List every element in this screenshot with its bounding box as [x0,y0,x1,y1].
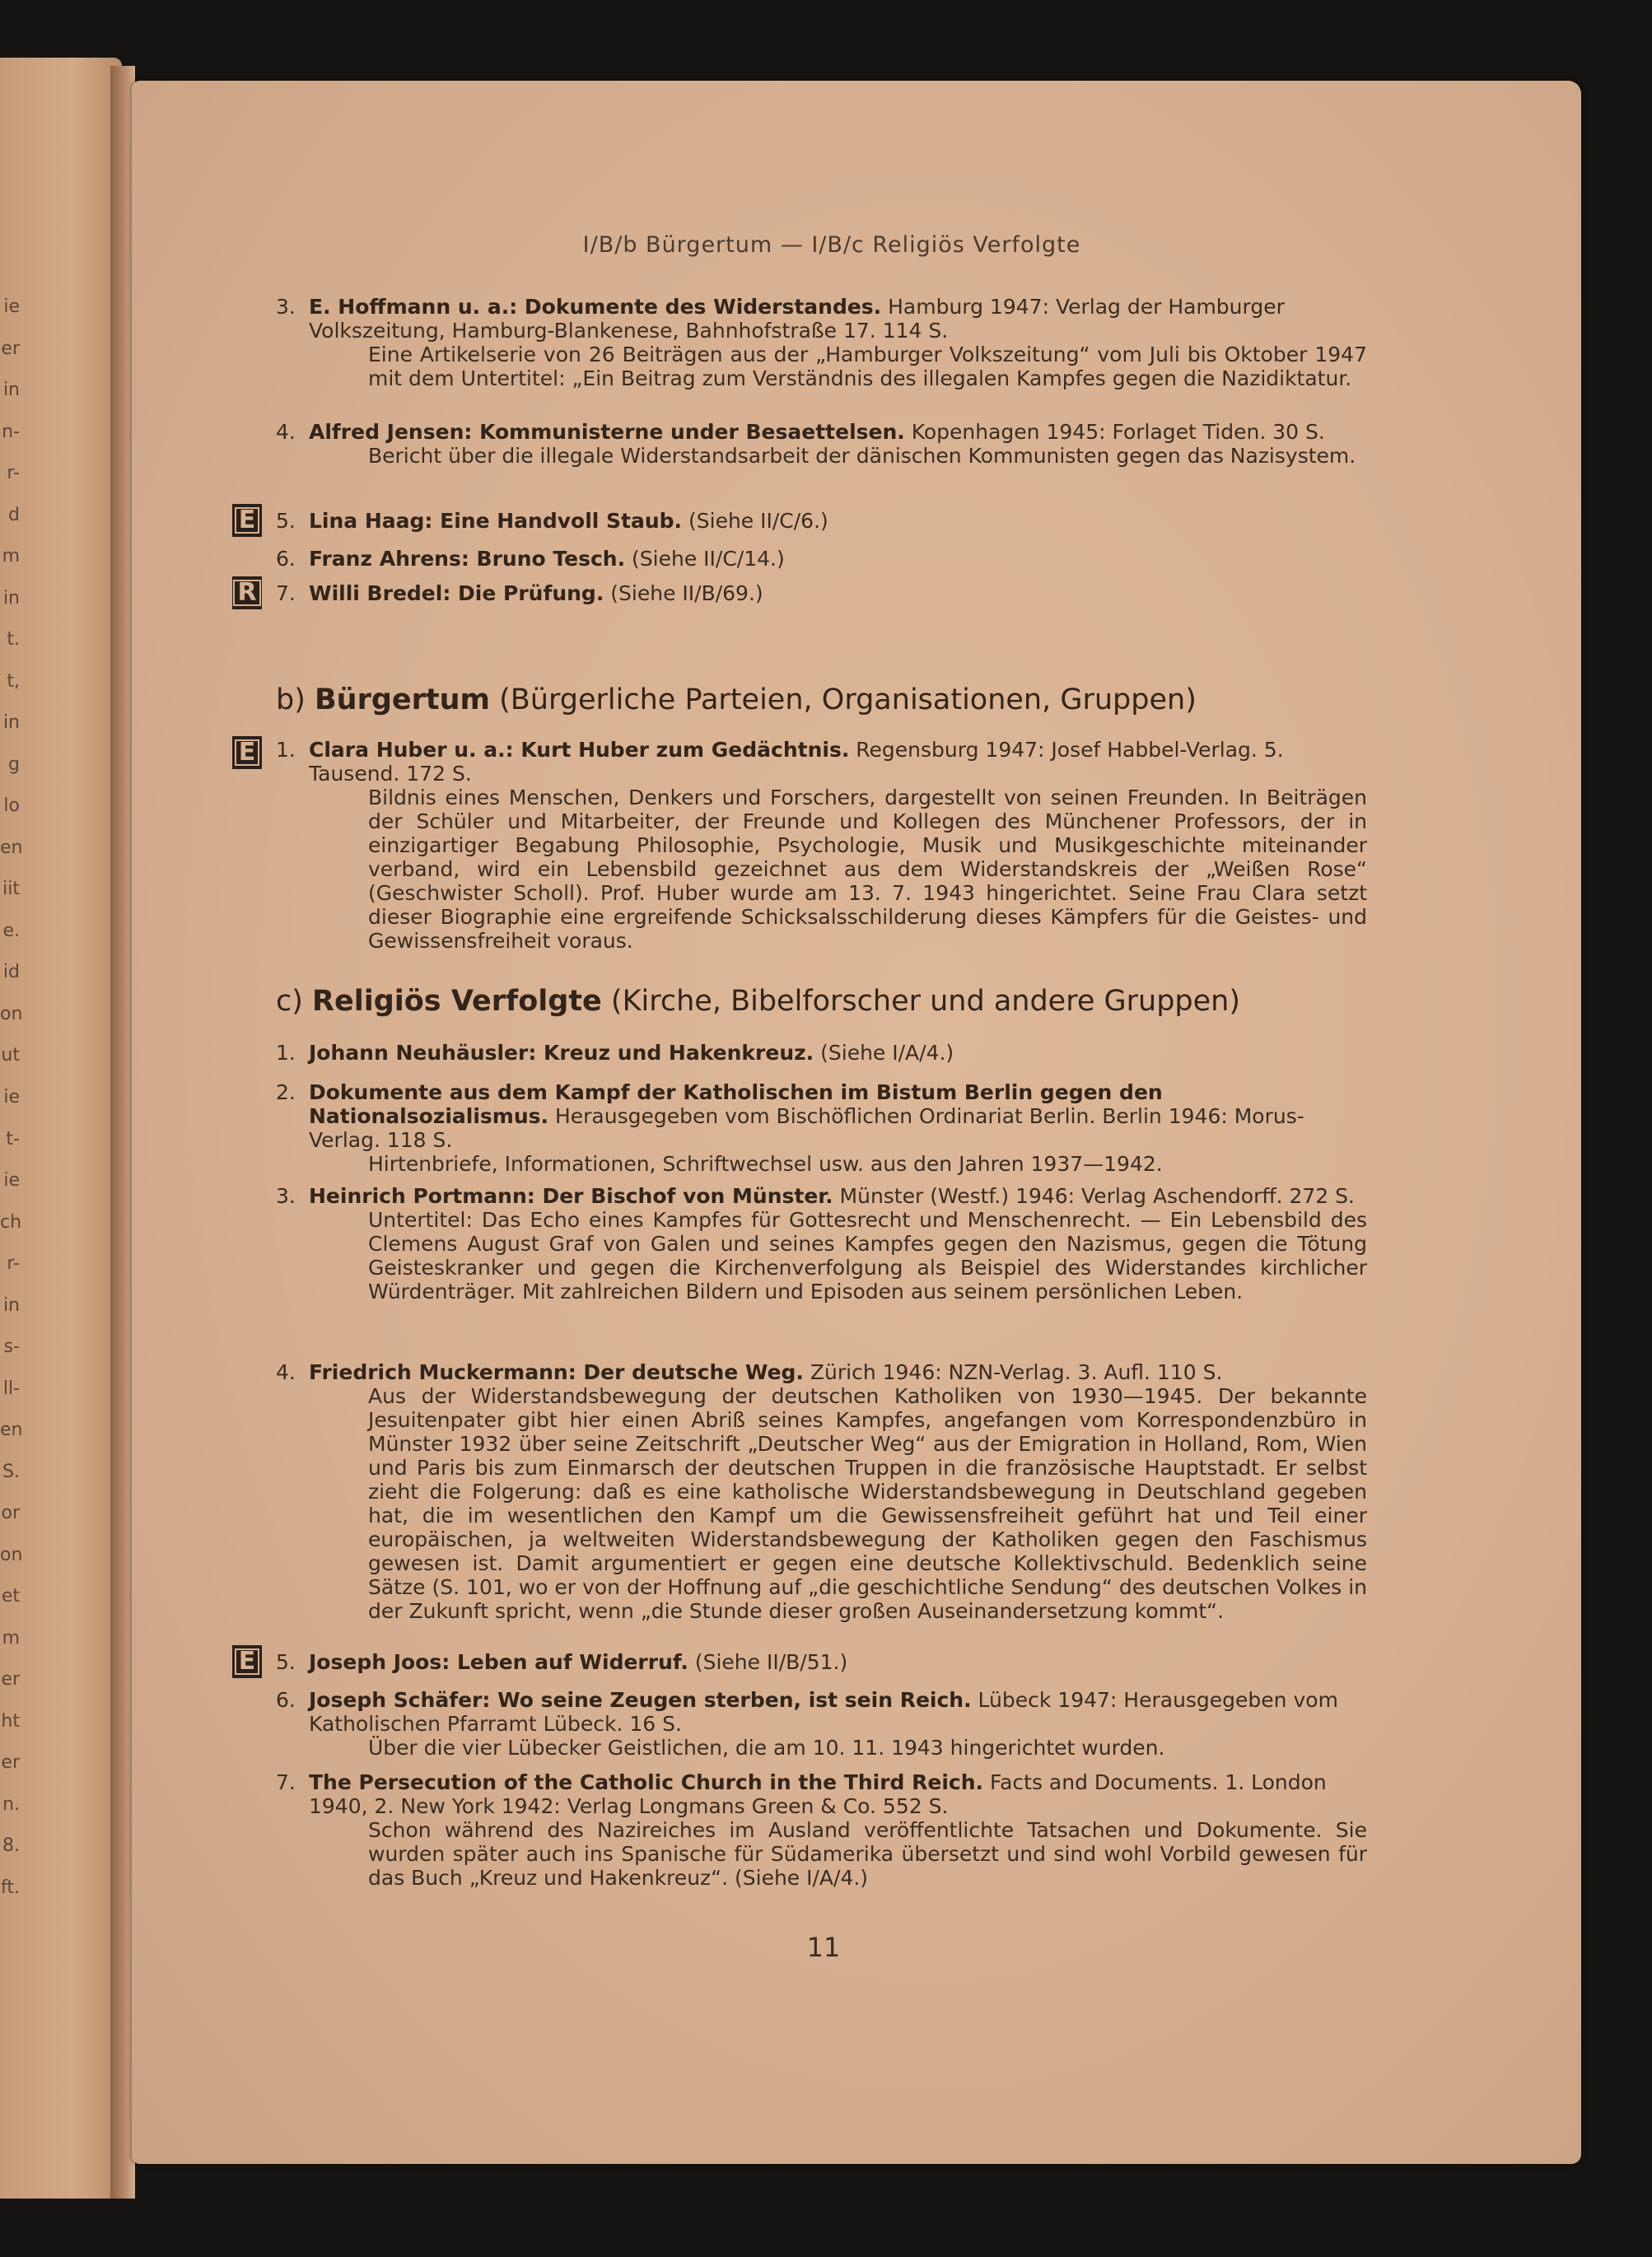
facing-page-fragment: ch [0,1211,22,1233]
entry-bold-title: Joseph Joos: Leben auf Widerruf. [309,1650,688,1674]
facing-page-fragment: 8. [2,1835,20,1857]
entry-description: Eine Artikelserie von 26 Beiträgen aus der „Hamburger Volkszeitung“ vom Juli bis Oktober 1947 mit dem Untertitel: „Ein Beitrag zum Verständnis des illegalen Kampfes gegen die Nazidiktatur. [368,343,1367,390]
entry-citation: Hamburg 1947: Verlag der Hamburger Volkszeitung, Hamburg-Blankenese, Bahnhofstraße 17. 114 S. [309,295,1285,343]
entry-a3 [276,295,1367,390]
entry-citation: Facts and Documents. 1. London 1940, 2. New York 1942: Verlag Longmans Green & Co. 552 S. [309,1770,1327,1818]
facing-page-fragment: r- [7,463,20,484]
entry-number: 5. [276,1650,296,1674]
section-heading-b: b) Bürgertum (Bürgerliche Parteien, Organisationen, Gruppen) [276,683,1197,716]
facing-page-fragment: in [2,1294,20,1316]
entry-c2 [276,1080,1367,1176]
facing-page-fragment: m [2,1627,20,1648]
facing-page-fragment: iit [2,879,20,900]
entry-description: Aus der Widerstandsbewegung der deutschen Katholiken von 1930—1945. Der bekannte Jesuitenpater gibt hier einen Abriß seines Kampfes, angefangen vom Korrespondenzbüro in Münster 1932 über seine Zeitschrift „Deutscher Weg“ aus der Emigration in Holland, Rom, Wien und Paris bis zum Einmarsch der deutschen Truppen in die französische Hauptstadt. Er selbst zieht die Folgerung: daß es eine katholische Widerstandsbewegung in Deutschland gegeben hat, die im wesentlichen den Kampf um die Gewissensfreiheit geführt hat und Teil einer europäischen, ja weltweiten Widerstandsbewegung der Katholiken gegen den Faschismus gewesen ist. Damit argumentiert er gegen eine deutsche Kollektivschuld. Bedenklich seine Sätze (S. 101, wo er von der Hoffnung auf „die geschichtliche Sendung“ des deutschen Volkes in der Zukunft spricht, wenn „die Stunde dieser großen Auseinandersetzung kommt“. [368,1384,1367,1623]
entry-citation: Münster (Westf.) 1946: Verlag Aschendorff. 272 S. [833,1184,1355,1208]
entry-description: Bildnis eines Menschen, Denkers und Forschers, dargestellt von seinen Freunden. In Beiträgen der Schüler und Mitarbeiter, der Freunde und Kollegen des Münchener Professors, der in einzigartiger Begabung Philosophie, Psychologie, Musik und Musikgeschichte miteinander verband, wird ein Lebensbild gezeichnet aus dem Widerstandskreis der „Weißen Rose“ (Geschwister Scholl). Prof. Huber wurde am 13. 7. 1943 hingerichtet. Seine Frau Clara setzt dieser Biographie eine ergreifende Schicksalsschilderung dieses Kämpfers für die Geistes- und Gewissensfreiheit voraus. [368,786,1367,953]
entry-bold-title: Friedrich Muckermann: Der deutsche Weg. [309,1360,804,1384]
r-mark-icon: R [232,576,262,609]
entry-bold-title: Joseph Schäfer: Wo seine Zeugen sterben, ist sein Reich. [309,1688,972,1712]
entry-c1 [276,1041,1367,1065]
entry-description: Hirtenbriefe, Informationen, Schriftwechsel usw. aus den Jahren 1937—1942. [368,1152,1163,1176]
entry-citation: (Siehe I/A/4.) [814,1041,954,1065]
running-head: I/B/b Bürgertum — I/B/c Religiös Verfolgte [582,232,1081,258]
entry-citation: (Siehe II/B/51.) [688,1650,848,1674]
entry-description: Untertitel: Das Echo eines Kampfes für Gottesrecht und Menschenrecht. — Ein Lebensbild des Clemens August Graf von Galen und seines Kampfes gegen den Nazismus, gegen die Tötung Geisteskranker und gegen die Kirchenverfolgung als Beispiel des Widerstandes kirchlicher Würdenträger. Mit zahlreichen Bildern und Episoden aus seinem persönlichen Leben. [368,1208,1367,1303]
entry-citation: (Siehe II/C/14.) [625,547,785,571]
entry-c6 [276,1688,1367,1760]
entry-bold-title: Heinrich Portmann: Der Bischof von Münster. [309,1184,833,1208]
facing-page-fragment: r- [7,1253,20,1275]
facing-page-fragment: id [2,962,20,983]
entry-number: 4. [276,420,296,444]
entry-number: 7. [276,1770,296,1794]
facing-page-fragment: n- [2,421,20,442]
entry-bold-title: Alfred Jensen: Kommunisterne under Besaettelsen. [309,420,905,444]
facing-page-fragment: ft. [1,1877,20,1898]
facing-page-fragment: s- [3,1336,20,1358]
facing-page-fragment: en [0,837,23,858]
entry-a6 [276,547,1367,571]
entry-a5 [276,509,1367,533]
facing-page-fragment: or [1,1503,20,1524]
entry-a7 [276,581,1367,605]
entry-citation: Kopenhagen 1945: Forlaget Tiden. 30 S. [904,420,1325,444]
facing-page-fragment: e. [2,920,20,941]
section-heading-c: c) Religiös Verfolgte (Kirche, Bibelforscher und andere Gruppen) [276,985,1240,1018]
entry-bold-title: The Persecution of the Catholic Church in the Third Reich. [309,1770,984,1794]
facing-page-fragment: n. [2,1793,20,1815]
facing-page-fragment: ie [3,296,20,317]
entry-a4 [276,420,1367,468]
entry-number: 1. [276,1041,296,1065]
facing-page-fragment: er [1,338,20,359]
entry-number: 2. [276,1080,296,1104]
entry-number: 3. [276,295,296,319]
entry-c4 [276,1360,1367,1623]
entry-number: 7. [276,581,296,605]
e-mark-icon: E [232,736,262,769]
entry-citation: Zürich 1946: NZN-Verlag. 3. Aufl. 110 S. [803,1360,1223,1384]
facing-page-fragment: d [8,504,20,525]
facing-page-fragment: er [1,1752,20,1774]
facing-page-fragment: ht [1,1710,20,1732]
entry-description: Schon während des Nazireiches im Ausland veröffentlichte Tatsachen und Dokumente. Sie wurden später auch ins Spanische für Südamerika übersetzt und sind wohl Vorbild gewesen für das Buch „Kreuz und Hakenkreuz“. (Siehe I/A/4.) [368,1818,1367,1890]
facing-page-fragment: on [0,1544,23,1565]
facing-page-fragment: lo [3,795,20,817]
entry-bold-title: Lina Haag: Eine Handvoll Staub. [309,509,683,533]
facing-page-fragment: S. [2,1461,20,1482]
entry-bold-title: Franz Ahrens: Bruno Tesch. [309,547,626,571]
entry-bold-title: Johann Neuhäusler: Kreuz und Hakenkreuz. [309,1041,814,1065]
entry-c3 [276,1184,1367,1303]
facing-page-fragment: in [2,587,20,609]
entry-number: 6. [276,1688,296,1712]
entry-c7 [276,1770,1367,1890]
entry-bold-title: Willi Bredel: Die Prüfung. [309,581,604,605]
entry-citation: Lübeck 1947: Herausgegeben vom Katholischen Pfarramt Lübeck. 16 S. [309,1688,1338,1736]
facing-page-fragment: m [2,546,20,567]
facing-page-fragment: t. [7,629,20,651]
facing-page-fragment: ie [3,1087,20,1108]
entry-description: Über die vier Lübecker Geistlichen, die am 10. 11. 1943 hingerichtet wurden. [368,1736,1165,1760]
entry-bold-title: E. Hoffmann u. a.: Dokumente des Widerstandes. [309,295,882,319]
entry-number: 5. [276,509,296,533]
entry-number: 4. [276,1360,296,1384]
facing-page-fragment: on [0,1003,23,1024]
entry-bold-title: Clara Huber u. a.: Kurt Huber zum Gedächtnis. [309,738,850,762]
entry-citation: Herausgegeben vom Bischöflichen Ordinariat Berlin. Berlin 1946: Morus-Verlag. 118 S. [309,1104,1304,1152]
entry-citation: (Siehe II/C/6.) [682,509,828,533]
facing-page-fragment: t, [7,670,20,692]
e-mark-icon: E [232,1645,262,1678]
facing-page-fragment: t- [6,1128,20,1149]
e-mark-icon: E [232,504,262,537]
entry-description: Bericht über die illegale Widerstandsarbeit der dänischen Kommunisten gegen das Nazisystem. [368,444,1356,468]
facing-page-fragment: g [8,753,20,775]
facing-page-fragment: ut [1,1045,20,1066]
entry-number: 1. [276,738,296,762]
facing-page-fragment: er [1,1669,20,1690]
entry-number: 3. [276,1184,296,1208]
entry-b1 [276,738,1367,953]
entry-citation: Regensburg 1947: Josef Habbel-Verlag. 5. Tausend. 172 S. [309,738,1284,786]
entry-bold-title: Dokumente aus dem Kampf der Katholischen im Bistum Berlin gegen den Nationalsozialismus. [309,1080,1163,1128]
facing-page-fragment: in [2,712,20,734]
entry-citation: (Siehe II/B/69.) [604,581,763,605]
entry-number: 6. [276,547,296,571]
page-number: 11 [806,1932,841,1963]
facing-page-fragment: in [2,380,20,401]
entry-c5 [276,1650,1367,1674]
facing-page-fragment: en [0,1420,23,1441]
facing-page-fragment: ie [3,1170,20,1191]
facing-page-fragment: ll- [2,1378,20,1399]
facing-page-fragment: et [1,1586,20,1607]
